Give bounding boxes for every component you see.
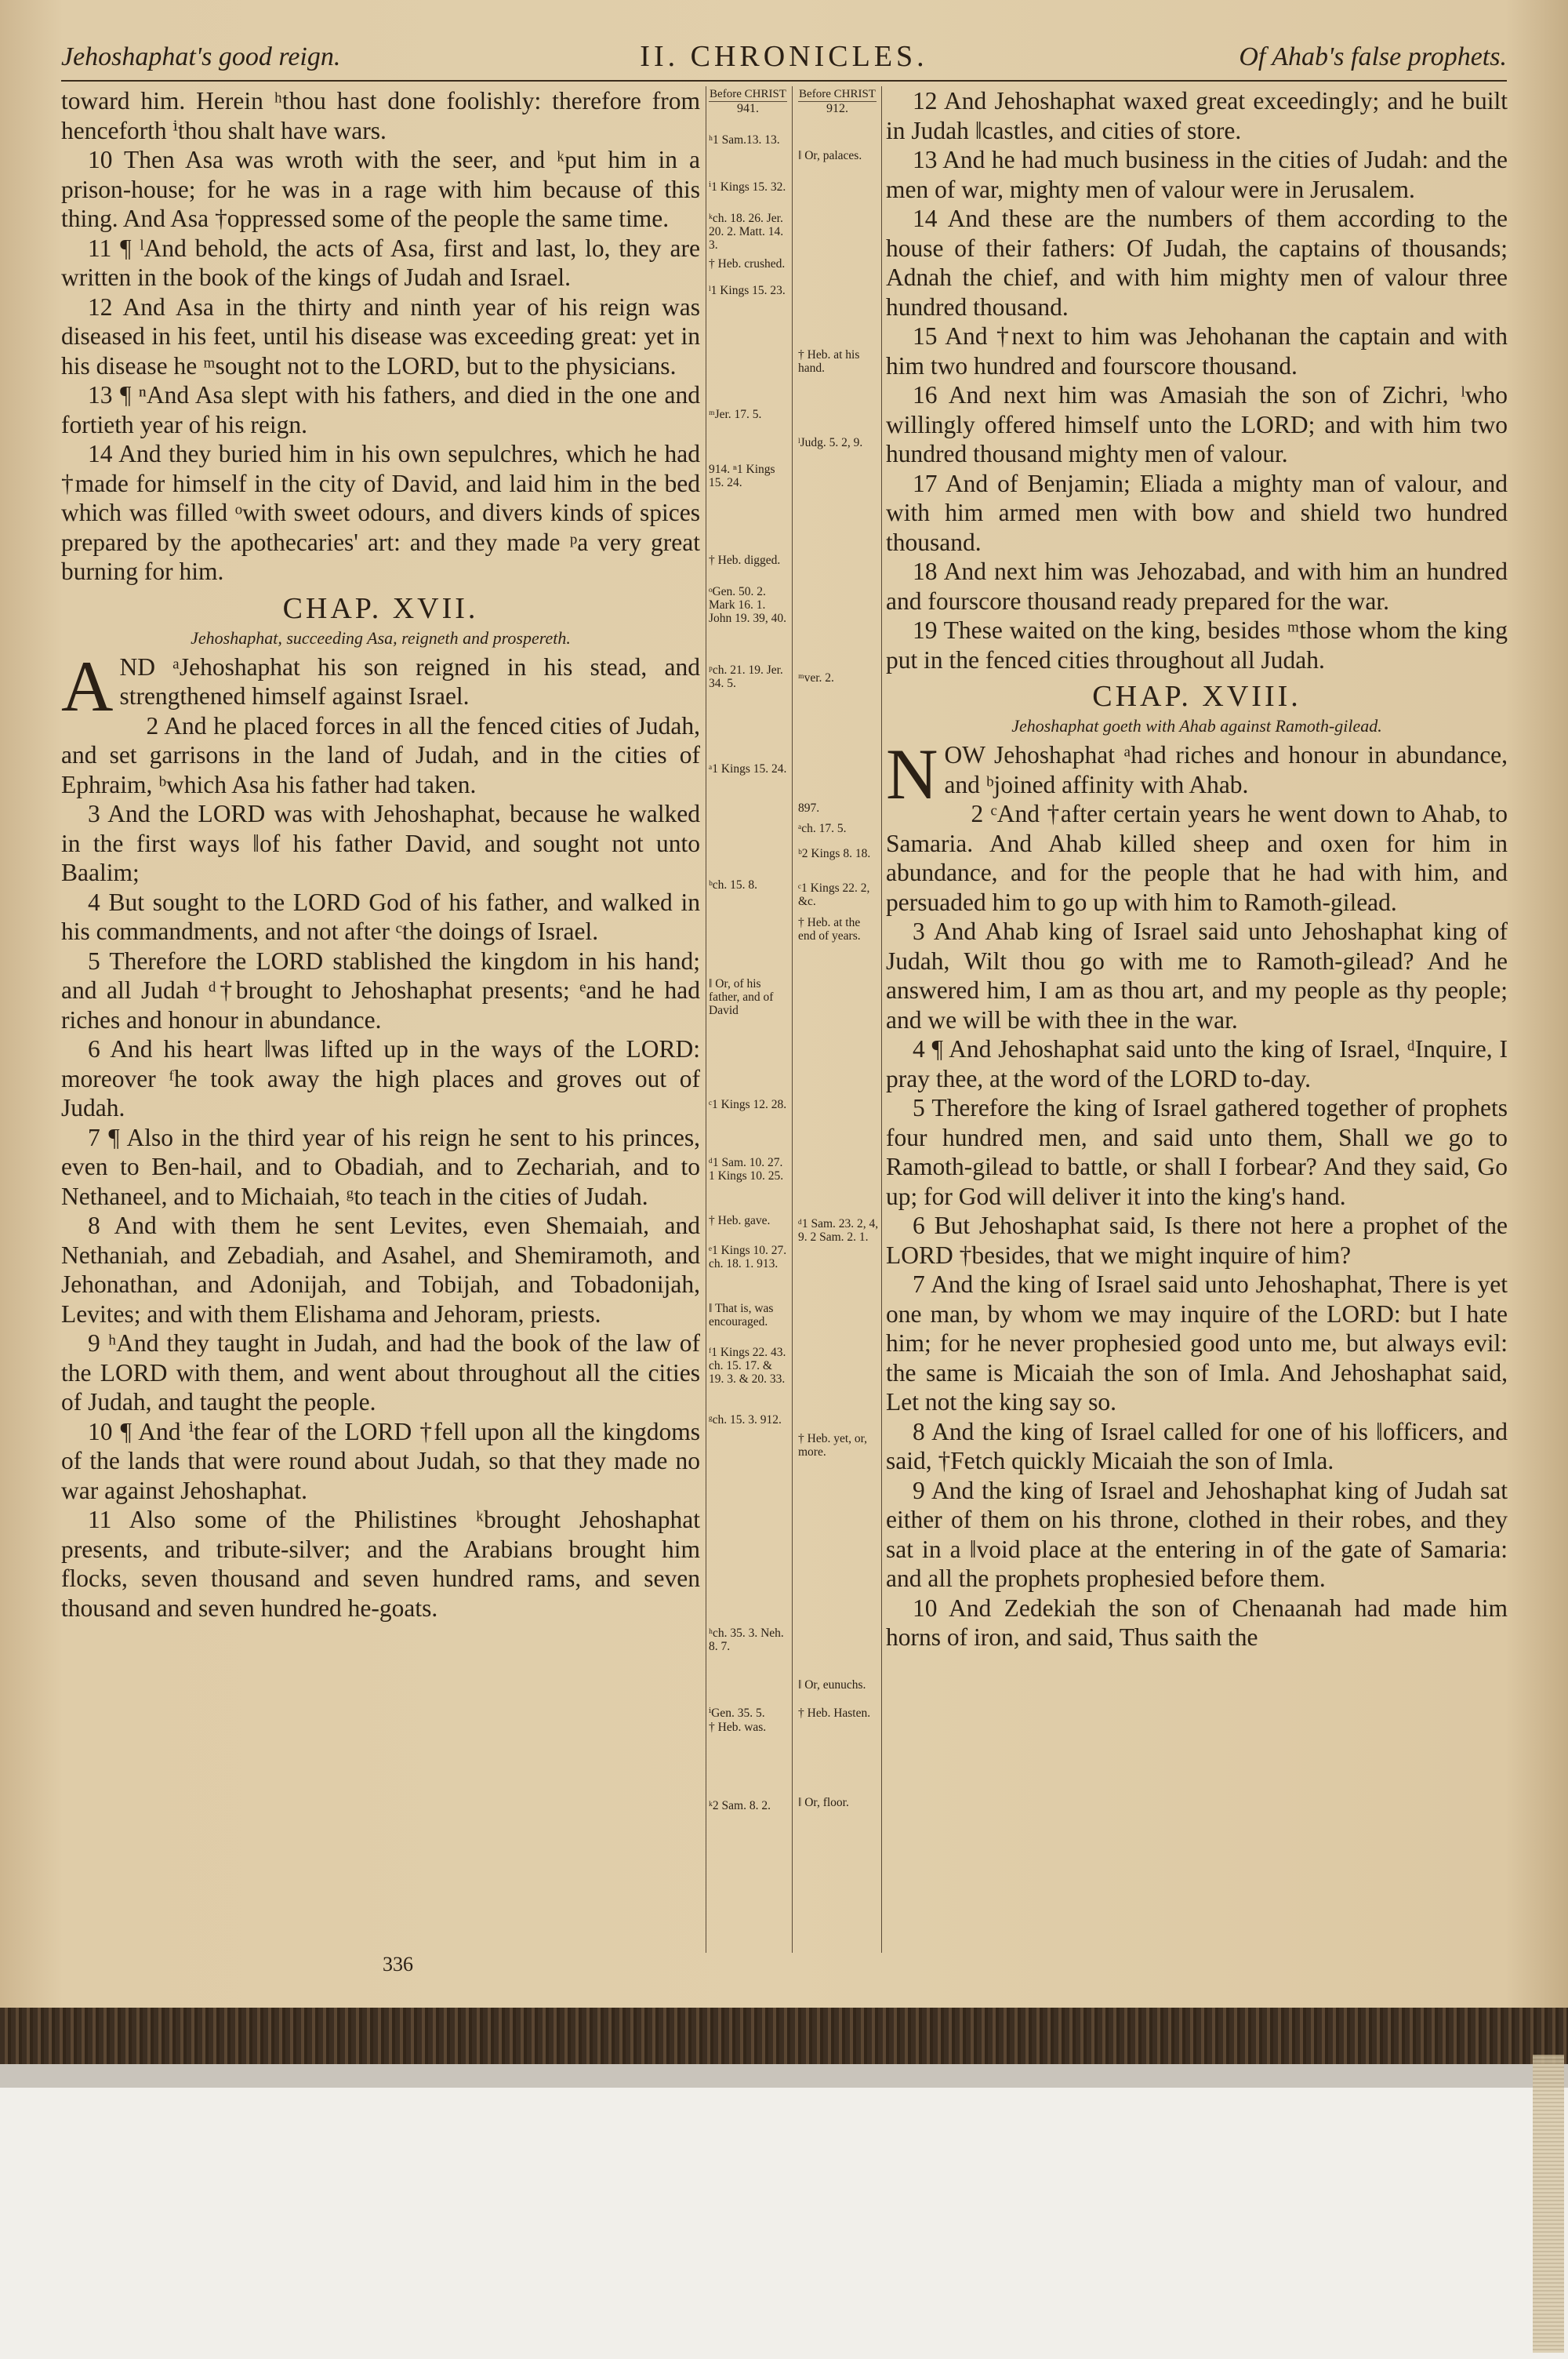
page-number: 336: [383, 1953, 413, 1976]
margin-reference: ‖ Or, of his father, and of David: [709, 977, 774, 1017]
margin-era-label: Before CHRIST: [799, 88, 876, 100]
book-binding-edge: [0, 2008, 1568, 2064]
margin-reference: ᵐJer. 17. 5.: [709, 408, 762, 421]
verse-text: 10 And Zedekiah the son of Chenaanah had made him horns of iron, and said, Thus saith the: [886, 1594, 1508, 1651]
verse-text: 6 And his heart ‖was lifted up in the ways of the LORD: moreover ᶠhe took away the high places and groves out of Judah.: [61, 1035, 700, 1121]
drop-cap: N: [886, 734, 938, 814]
margin-reference: 914. ⁿ1 Kings 15. 24.: [709, 463, 775, 489]
verse-text: 5 Therefore the LORD stablished the kingdom in his hand; and all Judah ᵈ†brought to Jehoshaphat presents; ᵉand he had riches and honour in abundance.: [61, 947, 700, 1034]
verse-text: 8 And with them he sent Levites, even Shemaiah, and Nethaniah, and Zebadiah, and Asahel, and Shemiramoth, and Jehonathan, and Adonijah, and Tobijah, and Tobadonijah, Levites; and with them Elishama and Jehoram, priests.: [61, 1212, 700, 1328]
margin-reference: ᵐver. 2.: [798, 671, 834, 685]
verse-text: 5 Therefore the king of Israel gathered together of prophets four hundred men, and said unto them, Shall we go to Ramoth-gilead to battle, or shall I forbear? And they said, Go up; for God will deliver it into the king's hand.: [886, 1094, 1508, 1210]
verse-text: 11 ¶ ˡAnd behold, the acts of Asa, first and last, lo, they are written in the book of the kings of Judah and Israel.: [61, 234, 700, 291]
chapter-opening-verse: [886, 734, 1508, 814]
margin-reference: ᵈ1 Sam. 10. 27. 1 Kings 10. 25.: [709, 1156, 784, 1183]
verse-text: 3 And Ahab king of Israel said unto Jehoshaphat king of Judah, Wilt thou go with me to Ramoth-gilead? And he answered him, I am as thou art, and my people as thy people; and we will be with thee in the war.: [886, 918, 1508, 1034]
running-head-book-title: II. CHRONICLES.: [640, 40, 928, 73]
margin-reference: † Heb. crushed.: [709, 257, 786, 271]
margin-reference: † Heb. yet, or, more.: [798, 1432, 868, 1459]
margin-reference: † Heb. Hasten.: [798, 1707, 871, 1720]
right-text-column: [886, 86, 1508, 1961]
margin-reference: † Heb. at his hand.: [798, 348, 860, 375]
verse-text: 9 ʰAnd they taught in Judah, and had the book of the law of the LORD with them, and went about throughout all the cities of Judah, and taught the people.: [61, 1329, 700, 1416]
verse-text: 15 And †next to him was Jehohanan the captain and with him two hundred and fourscore thousand.: [886, 322, 1508, 380]
verse-text: 9 And the king of Israel and Jehoshaphat king of Judah sat either of them on his throne, clothed in their robes, and they sat in a ‖void place at the entering in of the gate of Samaria: and all the prophets prophesied before them.: [886, 1476, 1508, 1592]
verse-text: 2 ᶜAnd †after certain years he went down to Ahab, to Samaria. And Ahab killed sheep and oxen for him in abundance, and for the people that he had with him, and persuaded him to go up with him to Ramoth-gilead.: [886, 800, 1508, 916]
margin-reference: ʰch. 35. 3. Neh. 8. 7.: [709, 1627, 784, 1653]
verse-text: 19 These waited on the king, besides ᵐthose whom the king put in the fenced cities throughout all Judah.: [886, 616, 1508, 674]
margin-reference: ᵍch. 15. 3. 912.: [709, 1413, 782, 1427]
verse-text: 14 And they buried him in his own sepulchres, which he had †made for himself in the city of David, and laid him in the bed which was filled ᵒwith sweet odours, and divers kinds of spices prepared by the apothecaries' art: and they made ᵖa very great burning for him.: [61, 440, 700, 585]
running-head: [0, 39, 1568, 80]
verse-text: toward him. Herein ʰthou hast done foolishly: therefore from henceforth ⁱthou shalt have wars.: [61, 87, 700, 144]
margin-reference: ᵏ2 Sam. 8. 2.: [709, 1799, 771, 1812]
verse-text: 17 And of Benjamin; Eliada a mighty man of valour, and with him armed men with bow and shield two hundred thousand.: [886, 469, 1508, 556]
ribbon-fringe: [1533, 2055, 1564, 2353]
header-rule: [61, 80, 1507, 82]
margin-reference: ᵏch. 18. 26. Jer. 20. 2. Matt. 14. 3.: [709, 212, 784, 252]
margin-reference: ᶠ1 Kings 22. 43. ch. 15. 17. & 19. 3. & 20. 33.: [709, 1346, 786, 1386]
margin-reference: ᵇch. 15. 8.: [709, 878, 758, 892]
margin-rule: [881, 86, 882, 1953]
verse-text: 13 And he had much business in the cities of Judah: and the men of war, mighty men of valour were in Jerusalem.: [886, 146, 1508, 203]
verse-text: 12 And Jehoshaphat waxed great exceedingly; and he built in Judah ‖castles, and cities of store.: [886, 87, 1508, 144]
verse-text: 18 And next him was Jehozabad, and with him an hundred and fourscore thousand ready prepared for the war.: [886, 558, 1508, 615]
verse-text: 10 Then Asa was wroth with the seer, and ᵏput him in a prison-house; for he was in a rage with him because of this thing. And Asa †oppressed some of the people the same time.: [61, 146, 700, 232]
margin-era-label: Before CHRIST: [710, 88, 786, 100]
verse-text: 10 ¶ And ⁱthe fear of the LORD †fell upon all the kingdoms of the lands that were round about Judah, so that they made no war against Jehoshaphat.: [61, 1417, 700, 1504]
margin-reference: ᶜ1 Kings 22. 2, &c.: [798, 881, 870, 908]
chapter-heading: CHAP. XVIII.: [1092, 680, 1301, 713]
margin-reference: ᵒGen. 50. 2. Mark 16. 1. John 19. 39, 40.: [709, 585, 787, 625]
margin-year: 912.: [826, 102, 848, 115]
margin-reference: † Heb. at the end of years.: [798, 916, 861, 943]
margin-reference: 897.: [798, 801, 820, 815]
verse-text: 8 And the king of Israel called for one of his ‖officers, and said, †Fetch quickly Micaiah the son of Imla.: [886, 1417, 1508, 1474]
verse-text: 2 And he placed forces in all the fenced cities of Judah, and set garrisons in the land of Judah, and in the cities of Ephraim, ᵇwhich Asa his father had taken.: [61, 711, 700, 798]
background-surface: [0, 2064, 1568, 2088]
chapter-opening-verse: [61, 645, 700, 726]
margin-reference: ᵇ2 Kings 8. 18.: [798, 847, 871, 860]
margin-reference: ⁱGen. 35. 5.: [709, 1707, 765, 1720]
verse-text: 7 ¶ Also in the third year of his reign he sent to his princes, even to Ben-hail, and to Obadiah, and to Zechariah, and to Nethaneel, and to Michaiah, ᵍto teach in the cities of Judah.: [61, 1123, 700, 1210]
center-margin-references: [704, 86, 883, 1953]
margin-reference: ‖ Or, eunuchs.: [798, 1678, 866, 1692]
verse-text: 11 Also some of the Philistines ᵏbrought Jehoshaphat presents, and tribute-silver; and the Arabians brought him flocks, seven thousand and seven hundred rams, and seven thousand and seven hundred he-goats.: [61, 1506, 700, 1622]
margin-reference: ᵃ1 Kings 15. 24.: [709, 762, 787, 776]
running-head-left: Jehoshaphat's good reign.: [61, 42, 341, 71]
drop-cap: A: [61, 645, 114, 726]
margin-reference: ʰ1 Sam.13. 13.: [709, 133, 780, 147]
margin-reference: ‖ Or, palaces.: [798, 149, 862, 162]
chapter-heading: CHAP. XVII.: [282, 591, 479, 625]
verse-text: 6 But Jehoshaphat said, Is there not here a prophet of the LORD †besides, that we might inquire of him?: [886, 1212, 1508, 1269]
margin-reference: † Heb. gave.: [709, 1214, 771, 1227]
chapter-summary: Jehoshaphat goeth with Ahab against Ramoth-gilead.: [1011, 716, 1382, 736]
margin-reference: ˡJudg. 5. 2, 9.: [798, 436, 863, 449]
margin-reference: † Heb. was.: [709, 1721, 767, 1734]
margin-date-header: [798, 88, 877, 115]
chapter-summary: Jehoshaphat, succeeding Asa, reigneth and prospereth.: [191, 627, 571, 648]
verse-text: 13 ¶ ⁿAnd Asa slept with his fathers, and died in the one and fortieth year of his reign.: [61, 381, 700, 438]
verse-text: 14 And these are the numbers of them according to the house of their fathers: Of Judah, the captains of thousands; Adnah the chief, and with him mighty men of valour three hundred thousand.: [886, 205, 1508, 321]
margin-reference: ᵖch. 21. 19. Jer. 34. 5.: [709, 663, 783, 690]
verse-text: 16 And next him was Amasiah the son of Zichri, ˡwho willingly offered himself unto the LORD; and with him two hundred thousand mighty men of valour.: [886, 381, 1508, 467]
margin-rule: [792, 86, 793, 1953]
margin-reference: ‖ That is, was encouraged.: [709, 1302, 774, 1329]
margin-reference: ⁱ1 Kings 15. 32.: [709, 180, 786, 194]
margin-reference: ᵃch. 17. 5.: [798, 822, 847, 835]
left-text-column: [61, 86, 700, 1961]
margin-date-header: [709, 88, 787, 115]
verse-text: OW Jehoshaphat ᵃhad riches and honour in abundance, and ᵇjoined affinity with Ahab.: [944, 741, 1508, 798]
verse-text: ND ᵃJehoshaphat his son reigned in his stead, and strengthened himself against Israel.: [119, 652, 700, 710]
verse-text: 12 And Asa in the thirty and ninth year of his reign was diseased in his feet, until his disease was exceeding great: yet in his disease he ᵐsought not to the LORD, but to the physicians.: [61, 293, 700, 380]
verse-text: 4 ¶ And Jehoshaphat said unto the king of Israel, ᵈInquire, I pray thee, at the word of the LORD to-day.: [886, 1035, 1508, 1092]
margin-reference: † Heb. digged.: [709, 554, 781, 567]
margin-year: 941.: [737, 102, 759, 115]
margin-reference: ᵉ1 Kings 10. 27. ch. 18. 1. 913.: [709, 1244, 787, 1270]
verse-text: 4 But sought to the LORD God of his father, and walked in his commandments, and not after ᶜthe doings of Israel.: [61, 888, 700, 945]
verse-text: 3 And the LORD was with Jehoshaphat, because he walked in the first ways ‖of his father David, and sought not unto Baalim;: [61, 800, 700, 886]
margin-reference: ˡ1 Kings 15. 23.: [709, 284, 786, 297]
verse-text: 7 And the king of Israel said unto Jehoshaphat, There is yet one man, by whom we may inquire of the LORD: but I hate him; for he never prophesied good unto me, but always evil: the same is Micaiah the son of Imla. And Jehoshaphat said, Let not the king say so.: [886, 1270, 1508, 1416]
margin-reference: ᶜ1 Kings 12. 28.: [709, 1098, 787, 1111]
running-head-right: Of Ahab's false prophets.: [1239, 42, 1507, 71]
margin-reference: ᵈ1 Sam. 23. 2, 4, 9. 2 Sam. 2. 1.: [798, 1217, 879, 1244]
margin-reference: ‖ Or, floor.: [798, 1796, 849, 1809]
